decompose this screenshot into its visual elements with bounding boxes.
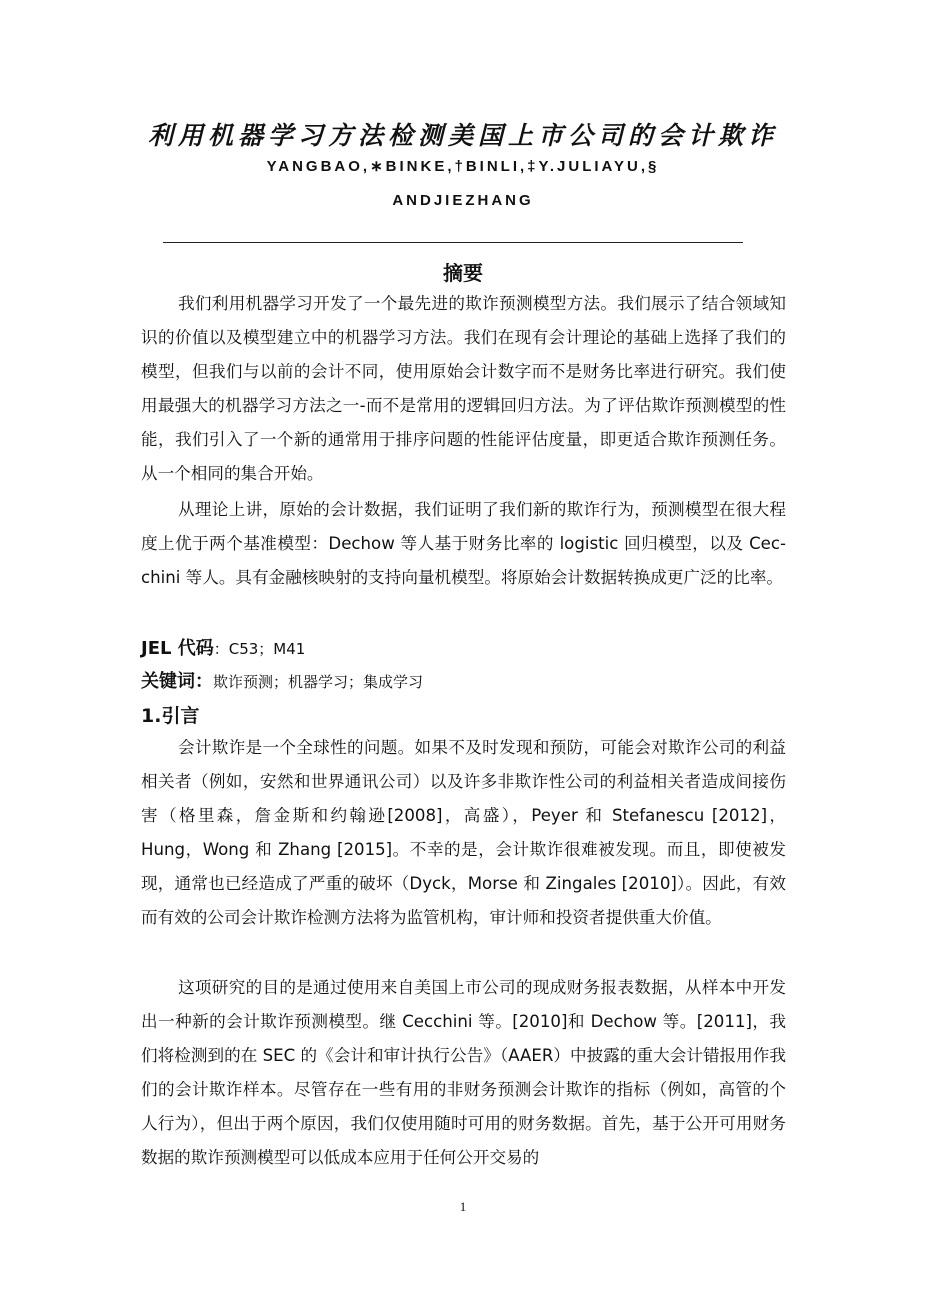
abstract-heading: 摘要 bbox=[443, 261, 483, 285]
paper-title: 利用机器学习方法检测美国上市公司的会计欺诈 bbox=[147, 121, 778, 150]
keywords-value: 欺诈预测；机器学习；集成学习 bbox=[213, 673, 424, 691]
author-line-1: YANGBAO,∗BINKE,†BINLI,‡Y.JULIAYU,§ bbox=[266, 158, 660, 175]
title-divider bbox=[163, 242, 743, 243]
abstract-paragraph-1: 我们利用机器学习开发了一个最先进的欺诈预测模型方法。我们展示了结合领域知识的价值以及模型建立中的机器学习方法。我们在现有会计理论的基础上选择了我们的模型，但我们与以前的会计不同，使用原始会计数字而不是财务比率进行研究。我们使用最强大的机器学习方法之一-而不是常用的逻辑回归方法。为了评估欺诈预测模型的性能，我们引入了一个新的通常用于排序问题的性能评估度量，即更适合欺诈预测任务。从一个相同的集合开始。 bbox=[141, 294, 786, 483]
jel-value: ：C53；M41 bbox=[213, 640, 306, 658]
keywords-label: 关键词： bbox=[141, 671, 213, 692]
jel-label: JEL 代码 bbox=[141, 638, 214, 659]
keywords bbox=[141, 667, 786, 693]
abstract-paragraph-2: 从理论上讲，原始的会计数据，我们证明了我们新的欺诈行为，预测模型在很大程度上优于两个基准模型：Dechow 等人基于财务比率的 logistic 回归模型，以及 Cec-chini 等人。具有金融核映射的支持向量机模型。将原始会计数据转换成更广泛的比率。 bbox=[141, 500, 786, 587]
jel-codes bbox=[141, 634, 786, 660]
page-number: 1 bbox=[459, 1199, 467, 1214]
intro-paragraph-1: 会计欺诈是一个全球性的问题。如果不及时发现和预防，可能会对欺诈公司的利益相关者（例如，安然和世界通讯公司）以及许多非欺诈性公司的利益相关者造成间接伤害（格里森，詹金斯和约翰逊[2008]，高盛），Peyer 和 Stefanescu [2012]，Hung，Wong 和 Zhang [2015]。不幸的是，会计欺诈很难被发现。而且，即使被发现，通常也已经造成了严重的破坏（Dyck，Morse 和 Zingales [2010]）。因此，有效而有效的公司会计欺诈检测方法将为监管机构，审计师和投资者提供重大价值。 bbox=[141, 738, 786, 927]
author-line-2: ANDJIEZHANG bbox=[392, 192, 534, 209]
section-heading-introduction: 1.引言 bbox=[141, 705, 200, 727]
intro-paragraph-2: 这项研究的目的是通过使用来自美国上市公司的现成财务报表数据，从样本中开发出一种新的会计欺诈预测模型。继 Cecchini 等。[2010]和 Dechow 等。[2011]，我们将检测到的在 SEC 的《会计和审计执行公告》（AAER）中披露的重大会计错报用作我们的会计欺诈样本。尽管存在一些有用的非财务预测会计欺诈的指标（例如，高管的个人行为），但出于两个原因，我们仅使用随时可用的财务数据。首先，基于公开可用财务数据的欺诈预测模型可以低成本应用于任何公开交易的 bbox=[141, 978, 786, 1167]
